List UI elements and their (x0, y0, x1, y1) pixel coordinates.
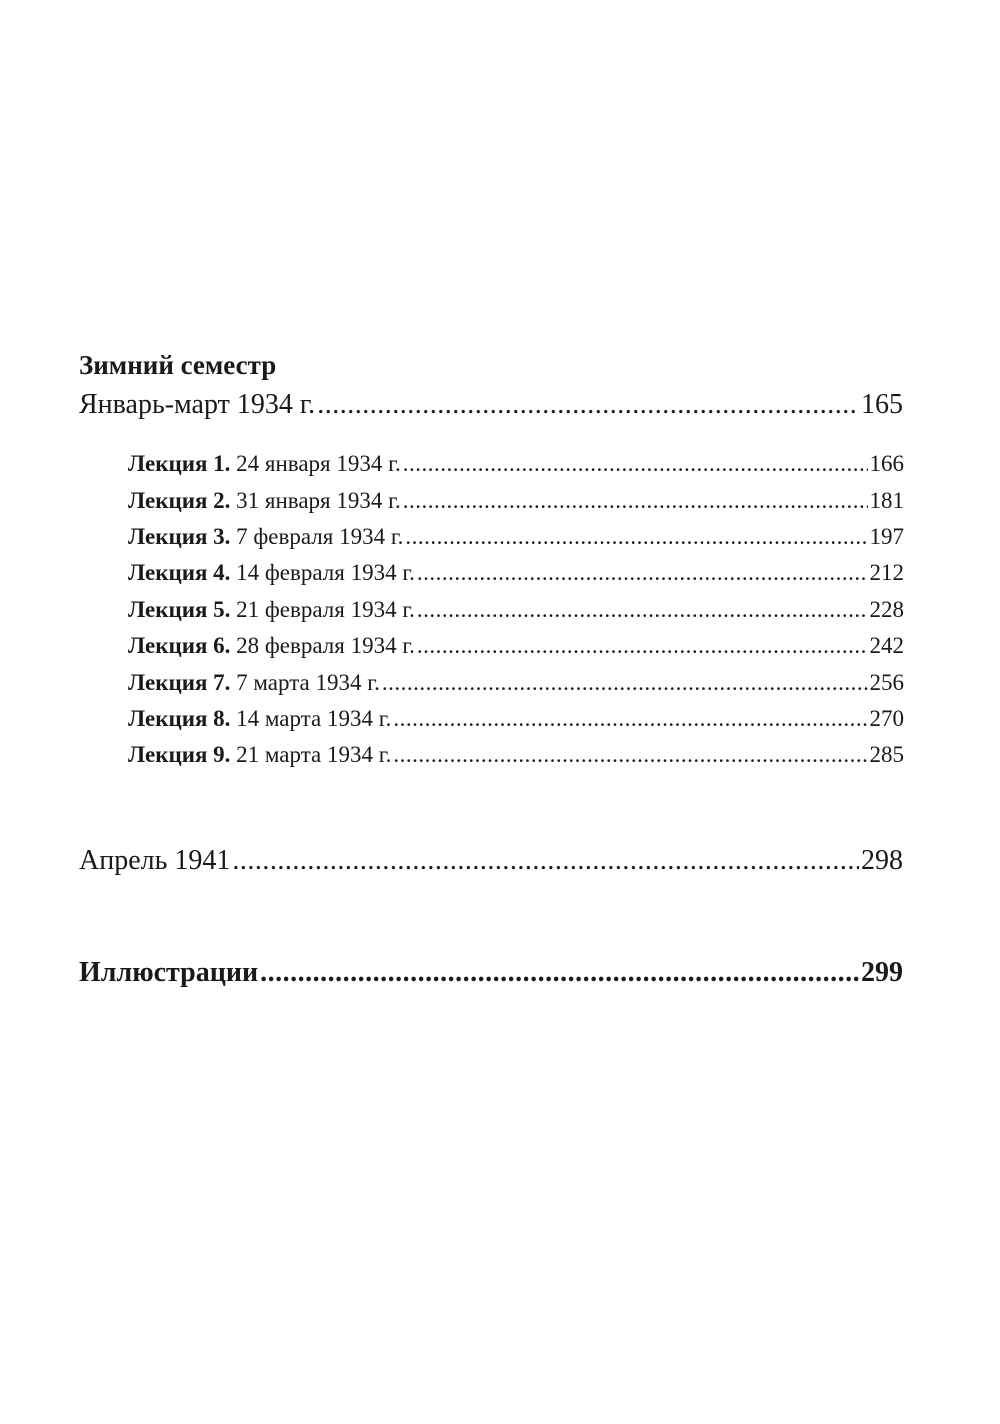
toc-entry-lecture-6[interactable] (128, 630, 904, 662)
dot-leader (403, 485, 868, 517)
lecture-number: Лекция 7. (128, 670, 231, 695)
toc-page-number: 298 (861, 845, 903, 876)
lecture-date: 7 марта 1934 г. (236, 670, 380, 695)
lecture-date: 21 февраля 1934 г. (236, 597, 415, 622)
toc-entry-lecture-3[interactable] (128, 521, 904, 553)
toc-entry-lecture-7[interactable] (128, 667, 904, 699)
lecture-number: Лекция 4. (128, 560, 231, 585)
toc-entry-april-1941[interactable] (79, 842, 903, 880)
toc-page-number: 299 (861, 957, 903, 988)
toc-entry-label: Январь-март 1934 г. (79, 389, 316, 420)
lecture-number: Лекция 3. (128, 524, 231, 549)
lecture-number: Лекция 1. (128, 451, 231, 476)
lecture-date: 31 января 1934 г. (236, 488, 401, 513)
dot-leader (232, 842, 859, 880)
toc-entry-label: Иллюстрации (79, 957, 259, 988)
lecture-date: 24 января 1934 г. (236, 451, 401, 476)
toc-entry-lecture-1[interactable] (128, 448, 904, 480)
lecture-date: 14 марта 1934 г. (236, 706, 392, 731)
toc-entry-illustrations[interactable] (79, 954, 903, 992)
toc-entry-lecture-2[interactable] (128, 485, 904, 517)
toc-entry-lecture-4[interactable] (128, 557, 904, 589)
toc-entry-lecture-5[interactable] (128, 594, 904, 626)
toc-page-number: 181 (869, 488, 904, 513)
toc-entry-label: Апрель 1941 (79, 845, 231, 876)
dot-leader (403, 448, 868, 480)
toc-page-number: 197 (869, 524, 904, 549)
lecture-date: 21 марта 1934 г. (236, 742, 392, 767)
section-title: Зимний семестр (79, 350, 277, 380)
toc-page-number: 166 (869, 451, 904, 476)
lecture-number: Лекция 5. (128, 597, 231, 622)
dot-leader (417, 630, 868, 662)
dot-leader (393, 703, 867, 735)
lecture-number: Лекция 6. (128, 633, 231, 658)
lecture-date: 28 февраля 1934 г. (236, 633, 415, 658)
toc-page-number: 165 (861, 389, 903, 420)
dot-leader (417, 594, 868, 626)
lecture-date: 14 февраля 1934 г. (236, 560, 415, 585)
toc-page-number: 285 (869, 742, 904, 767)
toc-page-number: 212 (869, 560, 904, 585)
toc-entry-january-march[interactable] (79, 386, 903, 424)
toc-page-number: 270 (869, 706, 904, 731)
dot-leader (317, 386, 859, 424)
dot-leader (382, 667, 868, 699)
toc-entry-lecture-9[interactable] (128, 739, 904, 771)
toc-page-number: 242 (869, 633, 904, 658)
toc-page-number: 256 (869, 670, 904, 695)
lecture-number: Лекция 2. (128, 488, 231, 513)
dot-leader (260, 954, 859, 992)
lecture-number: Лекция 8. (128, 706, 231, 731)
lecture-date: 7 февраля 1934 г. (236, 524, 404, 549)
dot-leader (417, 557, 868, 589)
toc-entry-lecture-8[interactable] (128, 703, 904, 735)
dot-leader (393, 739, 867, 771)
toc-page-number: 228 (869, 597, 904, 622)
dot-leader (405, 521, 867, 553)
lecture-number: Лекция 9. (128, 742, 231, 767)
